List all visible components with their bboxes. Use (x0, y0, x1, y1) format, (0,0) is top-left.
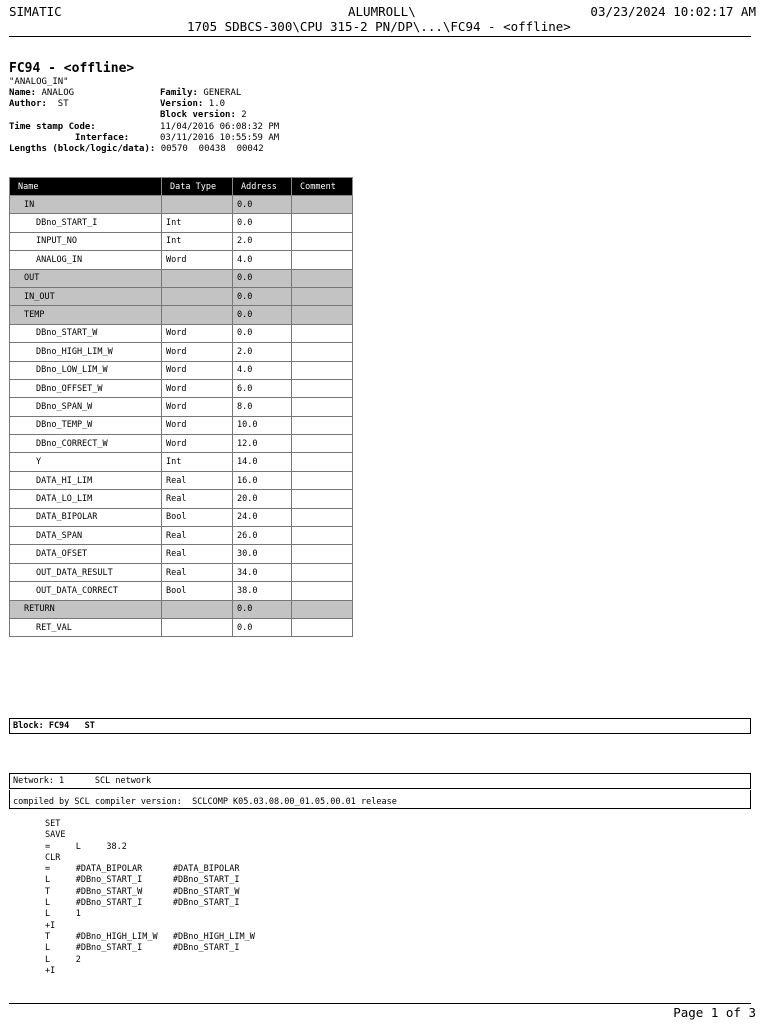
cell-name: DBno_HIGH_LIM_W (10, 343, 162, 361)
code-line: L 1 (45, 909, 81, 920)
cell-data-type: Word (162, 324, 233, 342)
cell-address: 26.0 (233, 527, 292, 545)
cell-comment (292, 379, 353, 397)
lengths-label: Lengths (block/logic/data): (9, 144, 156, 154)
table-row (10, 251, 353, 269)
cell-address: 34.0 (233, 563, 292, 581)
cell-comment (292, 324, 353, 342)
cell-address: 6.0 (233, 379, 292, 397)
cell-data-type (162, 618, 233, 636)
name-value: ANALOG (41, 88, 75, 98)
cell-data-type: Word (162, 435, 233, 453)
family-label: Family: (160, 88, 198, 98)
code-line: +I (45, 965, 56, 976)
block-lengths (9, 144, 264, 156)
cell-name: DATA_SPAN (10, 527, 162, 545)
family-value: GENERAL (203, 88, 242, 98)
cell-comment (292, 361, 353, 379)
cell-name: TEMP (10, 306, 162, 324)
page-title: FC94 - <offline> (9, 61, 135, 76)
cell-name: IN_OUT (10, 287, 162, 305)
cell-address: 0.0 (233, 269, 292, 287)
cell-name: ANALOG_IN (10, 251, 162, 269)
cell-comment (292, 471, 353, 489)
cell-comment (292, 306, 353, 324)
block-bar-text: Block: FC94 ST (13, 721, 95, 731)
header-left: SIMATIC (9, 4, 62, 19)
cell-comment (292, 435, 353, 453)
cell-name: DATA_OFSET (10, 545, 162, 563)
code-line: CLR (45, 852, 61, 863)
cell-address: 0.0 (233, 306, 292, 324)
block-version-value: 2 (241, 110, 247, 120)
compiled-by: compiled by SCL compiler version: SCLCOMP K05.03.08.00_01.05.00.01 release (9, 790, 751, 809)
cell-address: 0.0 (233, 618, 292, 636)
cell-comment (292, 196, 353, 214)
cell-comment (292, 287, 353, 305)
header-datetime: 03/23/2024 10:02:17 AM (590, 4, 756, 19)
code-line: T #DBno_START_W #DBno_START_W (45, 886, 240, 897)
cell-data-type: Int (162, 453, 233, 471)
table-row (10, 416, 353, 434)
cell-name: DBno_OFFSET_W (10, 379, 162, 397)
cell-address: 10.0 (233, 416, 292, 434)
cell-data-type: Word (162, 398, 233, 416)
cell-name: IN (10, 196, 162, 214)
cell-comment (292, 398, 353, 416)
cell-address: 0.0 (233, 287, 292, 305)
cell-address: 12.0 (233, 435, 292, 453)
cell-data-type: Real (162, 471, 233, 489)
block-bar (9, 718, 751, 734)
block-version-label: Block version: (160, 110, 236, 120)
cell-comment (292, 214, 353, 232)
cell-address: 0.0 (233, 196, 292, 214)
cell-data-type: Real (162, 527, 233, 545)
code-line: +I (45, 920, 56, 931)
cell-address: 20.0 (233, 490, 292, 508)
cell-data-type (162, 600, 233, 618)
cell-name: DBno_START_I (10, 214, 162, 232)
cell-name: DATA_BIPOLAR (10, 508, 162, 526)
cell-name: RET_VAL (10, 618, 162, 636)
table-row (10, 582, 353, 600)
interface-table (9, 177, 353, 637)
cell-data-type: Real (162, 545, 233, 563)
page-number: Page 1 of 3 (673, 1005, 756, 1020)
block-version-number (160, 110, 247, 122)
block-author (9, 99, 69, 111)
table-header-row (10, 178, 353, 196)
table-row (10, 618, 353, 636)
cell-data-type (162, 306, 233, 324)
name-label: Name: (9, 88, 37, 98)
cell-data-type: Real (162, 490, 233, 508)
cell-comment (292, 232, 353, 250)
cell-name: OUT_DATA_CORRECT (10, 582, 162, 600)
cell-name: DATA_HI_LIM (10, 471, 162, 489)
cell-data-type: Word (162, 361, 233, 379)
lengths-value: 00570 00438 00042 (160, 144, 264, 154)
table-row (10, 435, 353, 453)
table-row (10, 453, 353, 471)
col-comment: Comment (292, 178, 353, 196)
cell-name: Y (10, 453, 162, 471)
code-line: L #DBno_START_I #DBno_START_I (45, 943, 240, 954)
cell-comment (292, 269, 353, 287)
cell-name: RETURN (10, 600, 162, 618)
cell-comment (292, 490, 353, 508)
cell-comment (292, 563, 353, 581)
timestamp-code: 11/04/2016 06:08:32 PM (160, 122, 280, 132)
cell-address: 0.0 (233, 214, 292, 232)
code-line: L #DBno_START_I #DBno_START_I (45, 898, 240, 909)
cell-comment (292, 600, 353, 618)
cell-data-type: Int (162, 232, 233, 250)
header-rule (9, 36, 751, 37)
cell-address: 0.0 (233, 324, 292, 342)
cell-data-type (162, 287, 233, 305)
cell-address: 38.0 (233, 582, 292, 600)
table-row (10, 269, 353, 287)
timestamp-interface: 03/11/2016 10:55:59 AM (160, 133, 280, 143)
cell-name: OUT_DATA_RESULT (10, 563, 162, 581)
table-row (10, 527, 353, 545)
table-row (10, 508, 353, 526)
table-row (10, 490, 353, 508)
table-row (10, 287, 353, 305)
code-block (45, 819, 255, 977)
cell-address: 4.0 (233, 251, 292, 269)
cell-comment (292, 618, 353, 636)
code-line: = #DATA_BIPOLAR #DATA_BIPOLAR (45, 864, 240, 875)
cell-comment (292, 582, 353, 600)
table-row (10, 232, 353, 250)
cell-address: 4.0 (233, 361, 292, 379)
block-version (160, 99, 225, 111)
cell-address: 30.0 (233, 545, 292, 563)
code-line: = L 38.2 (45, 841, 127, 852)
cell-data-type: Word (162, 343, 233, 361)
cell-address: 14.0 (233, 453, 292, 471)
cell-data-type (162, 196, 233, 214)
version-value: 1.0 (208, 99, 226, 109)
table-row (10, 563, 353, 581)
cell-comment (292, 527, 353, 545)
cell-name: OUT (10, 269, 162, 287)
cell-name: DATA_LO_LIM (10, 490, 162, 508)
table-row (10, 343, 353, 361)
cell-name: DBno_LOW_LIM_W (10, 361, 162, 379)
timestamp-label: Time stamp Code: (9, 122, 96, 132)
code-line: L #DBno_START_I #DBno_START_I (45, 875, 240, 886)
table-row (10, 398, 353, 416)
cell-address: 2.0 (233, 343, 292, 361)
cell-name: DBno_SPAN_W (10, 398, 162, 416)
author-label: Author: (9, 99, 47, 109)
header-path: 1705 SDBCS-300\CPU 315-2 PN/DP\...\FC94 - <offline> (187, 19, 571, 34)
cell-address: 2.0 (233, 232, 292, 250)
col-address: Address (233, 178, 292, 196)
code-line: SET (45, 819, 61, 829)
cell-data-type: Word (162, 251, 233, 269)
cell-data-type: Word (162, 416, 233, 434)
table-row (10, 600, 353, 618)
code-line: T #DBno_HIGH_LIM_W #DBno_HIGH_LIM_W (45, 931, 255, 942)
cell-name: DBno_START_W (10, 324, 162, 342)
footer-rule (9, 1003, 751, 1004)
cell-comment (292, 416, 353, 434)
cell-name: DBno_CORRECT_W (10, 435, 162, 453)
table-row (10, 324, 353, 342)
cell-comment (292, 453, 353, 471)
cell-data-type: Bool (162, 508, 233, 526)
cell-name: DBno_TEMP_W (10, 416, 162, 434)
code-line: SAVE (45, 830, 66, 841)
table-row (10, 306, 353, 324)
header-project: ALUMROLL\ (348, 4, 416, 19)
code-line: L 2 (45, 954, 81, 965)
cell-address: 0.0 (233, 600, 292, 618)
table-row (10, 361, 353, 379)
cell-address: 16.0 (233, 471, 292, 489)
cell-data-type (162, 269, 233, 287)
cell-address: 8.0 (233, 398, 292, 416)
cell-data-type: Word (162, 379, 233, 397)
network-title: Network: 1 SCL network (9, 773, 751, 789)
cell-comment (292, 251, 353, 269)
cell-comment (292, 545, 353, 563)
cell-name: INPUT_NO (10, 232, 162, 250)
cell-address: 24.0 (233, 508, 292, 526)
block-name (9, 88, 74, 100)
table-row (10, 214, 353, 232)
table-row (10, 545, 353, 563)
table-row (10, 379, 353, 397)
table-row (10, 196, 353, 214)
version-label: Version: (160, 99, 204, 109)
cell-data-type: Int (162, 214, 233, 232)
cell-data-type: Bool (162, 582, 233, 600)
col-data-type: Data Type (162, 178, 233, 196)
cell-data-type: Real (162, 563, 233, 581)
block-family (160, 88, 241, 100)
cell-comment (292, 508, 353, 526)
table-row (10, 471, 353, 489)
col-name: Name (10, 178, 162, 196)
table-body (10, 196, 353, 637)
author-value: ST (57, 99, 69, 109)
block-symbol: "ANALOG_IN" (9, 77, 69, 87)
cell-comment (292, 343, 353, 361)
interface-label: Interface: (75, 133, 130, 143)
